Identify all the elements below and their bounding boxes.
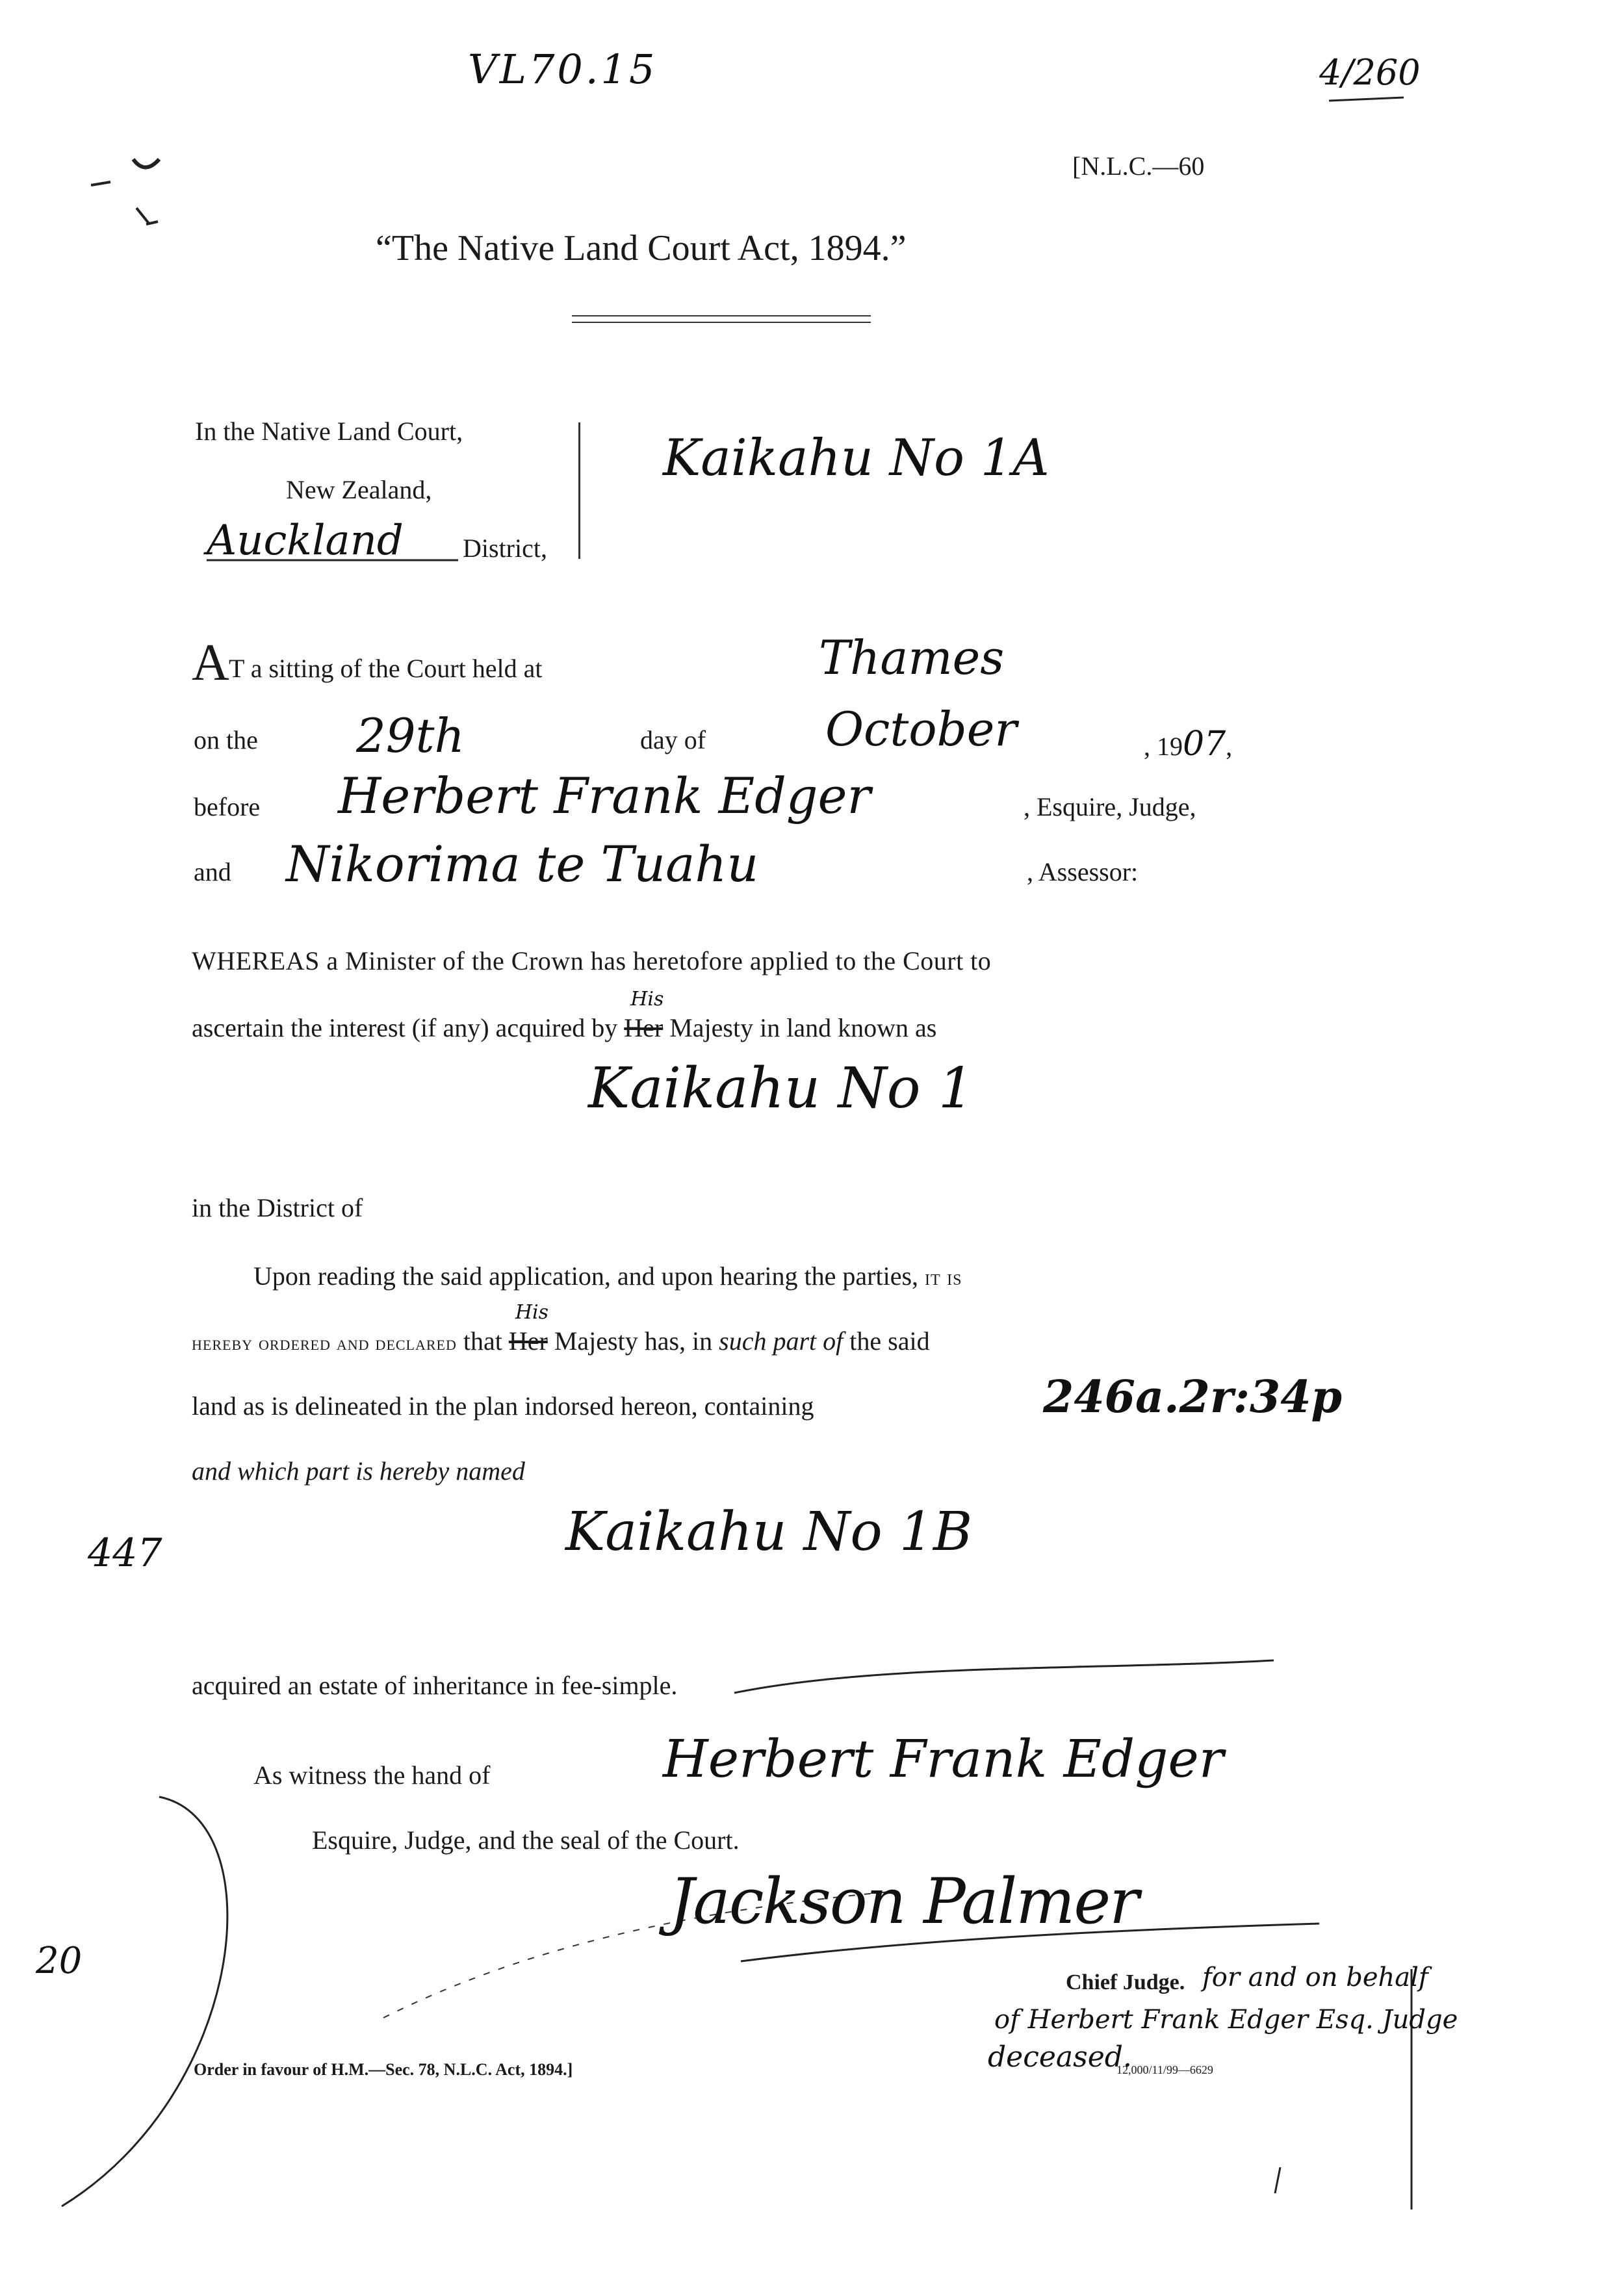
land-name-handwritten: Kaikahu No 1: [588, 1056, 974, 1121]
chief-judge-note-1: for and on behalf: [1202, 1963, 1428, 1992]
title-rule-bottom: [572, 322, 871, 323]
judge-handwritten: Herbert Frank Edger: [338, 767, 871, 825]
order-line-2d: such part of: [719, 1326, 844, 1356]
ink-dots-mark: [91, 182, 158, 224]
order-line-5: acquired an estate of inheritance in fee-simple.: [192, 1671, 678, 1700]
signature-flourish: [734, 1660, 1274, 1693]
assessor-suffix: , Assessor:: [1027, 857, 1139, 886]
month-handwritten: October: [825, 702, 1017, 756]
year-suffix: ,: [1226, 732, 1233, 761]
area-handwritten: 246a.2r:34p: [1043, 1371, 1343, 1423]
margin-note-handwritten: 447: [88, 1530, 162, 1576]
order-line-2b: that: [463, 1326, 502, 1356]
day-handwritten: 29th: [356, 708, 465, 763]
her-struck-out-2: Her: [508, 1326, 548, 1356]
order-line-1a: Upon reading the said application, and upon hearing the parties,: [253, 1261, 919, 1291]
order-line-2c: Majesty has, in: [554, 1326, 713, 1356]
whereas-line-2a: ascertain the interest (if any) acquired by: [192, 1013, 618, 1042]
stray-mark: [1275, 2167, 1280, 2193]
block-name-handwritten: Kaikahu No 1A: [663, 429, 1050, 487]
corner-number-handwritten: 4/260: [1319, 52, 1421, 93]
place-handwritten: Thames: [819, 630, 1005, 685]
assessor-handwritten: Nikorima te Tuahu: [286, 835, 759, 893]
district-label: District,: [463, 534, 547, 563]
witness-line-1: As witness the hand of: [253, 1760, 491, 1790]
chief-judge-note-3: deceased.: [988, 2041, 1132, 2074]
chief-judge-title: Chief Judge.: [1066, 1970, 1185, 1994]
before-label: before: [194, 792, 261, 821]
order-line-4: and which part is hereby named: [192, 1456, 525, 1486]
ink-smudge-mark: [133, 159, 159, 168]
order-line-2a: hereby ordered and declared: [192, 1331, 457, 1354]
witness-line-2: Esquire, Judge, and the seal of the Court.: [312, 1825, 740, 1855]
document-title: “The Native Land Court Act, 1894.”: [376, 228, 907, 268]
district-handwritten: Auckland: [207, 517, 404, 565]
and-label: and: [194, 857, 231, 886]
whereas-line-1: WHEREAS a Minister of the Crown has heretofore applied to the Court to: [192, 946, 992, 975]
chief-judge-note-2: of Herbert Frank Edger Esq. Judge: [994, 2005, 1458, 2035]
court-brace: [578, 422, 580, 559]
her-struck-out: Her: [624, 1013, 664, 1042]
margin-arc-mark: [62, 1797, 227, 2206]
witness-name-handwritten: Herbert Frank Edger: [663, 1729, 1224, 1789]
day-of-label: day of: [640, 725, 706, 754]
order-line-3: land as is delineated in the plan indorsed hereon, containing: [192, 1391, 814, 1421]
print-code: 12,000/11/99—6629: [1116, 2063, 1213, 2076]
named-part-handwritten: Kaikahu No 1B: [565, 1501, 973, 1563]
whereas-line-2b: Majesty in land known as: [669, 1013, 937, 1042]
left-margin-note: 20: [36, 1940, 83, 1982]
reference-number-handwritten: VL70.15: [468, 45, 658, 93]
form-code: [N.L.C.—60: [1072, 151, 1205, 181]
footer-order-note: Order in favour of H.M.—Sec. 78, N.L.C. Act, 1894.]: [194, 2060, 573, 2079]
court-line-2: New Zealand,: [286, 475, 432, 504]
district-of-label: in the District of: [192, 1193, 363, 1222]
corner-underline: [1329, 97, 1404, 101]
judge-signature: Jackson Palmer: [669, 1865, 1139, 1938]
order-line-2e: the said: [849, 1326, 930, 1356]
year-handwritten: 07: [1183, 725, 1226, 764]
title-rule-top: [572, 315, 871, 316]
order-line-1b: it is: [925, 1266, 962, 1290]
drop-cap: A: [192, 634, 229, 691]
judge-suffix: , Esquire, Judge,: [1024, 792, 1196, 821]
sitting-intro: T a sitting of the Court held at: [229, 654, 543, 683]
his-insertion-handwritten-2: His: [515, 1301, 549, 1324]
year-prefix: , 19: [1144, 732, 1183, 761]
court-line-1: In the Native Land Court,: [195, 417, 463, 446]
his-insertion-handwritten: His: [630, 988, 664, 1011]
on-the-label: on the: [194, 725, 258, 754]
